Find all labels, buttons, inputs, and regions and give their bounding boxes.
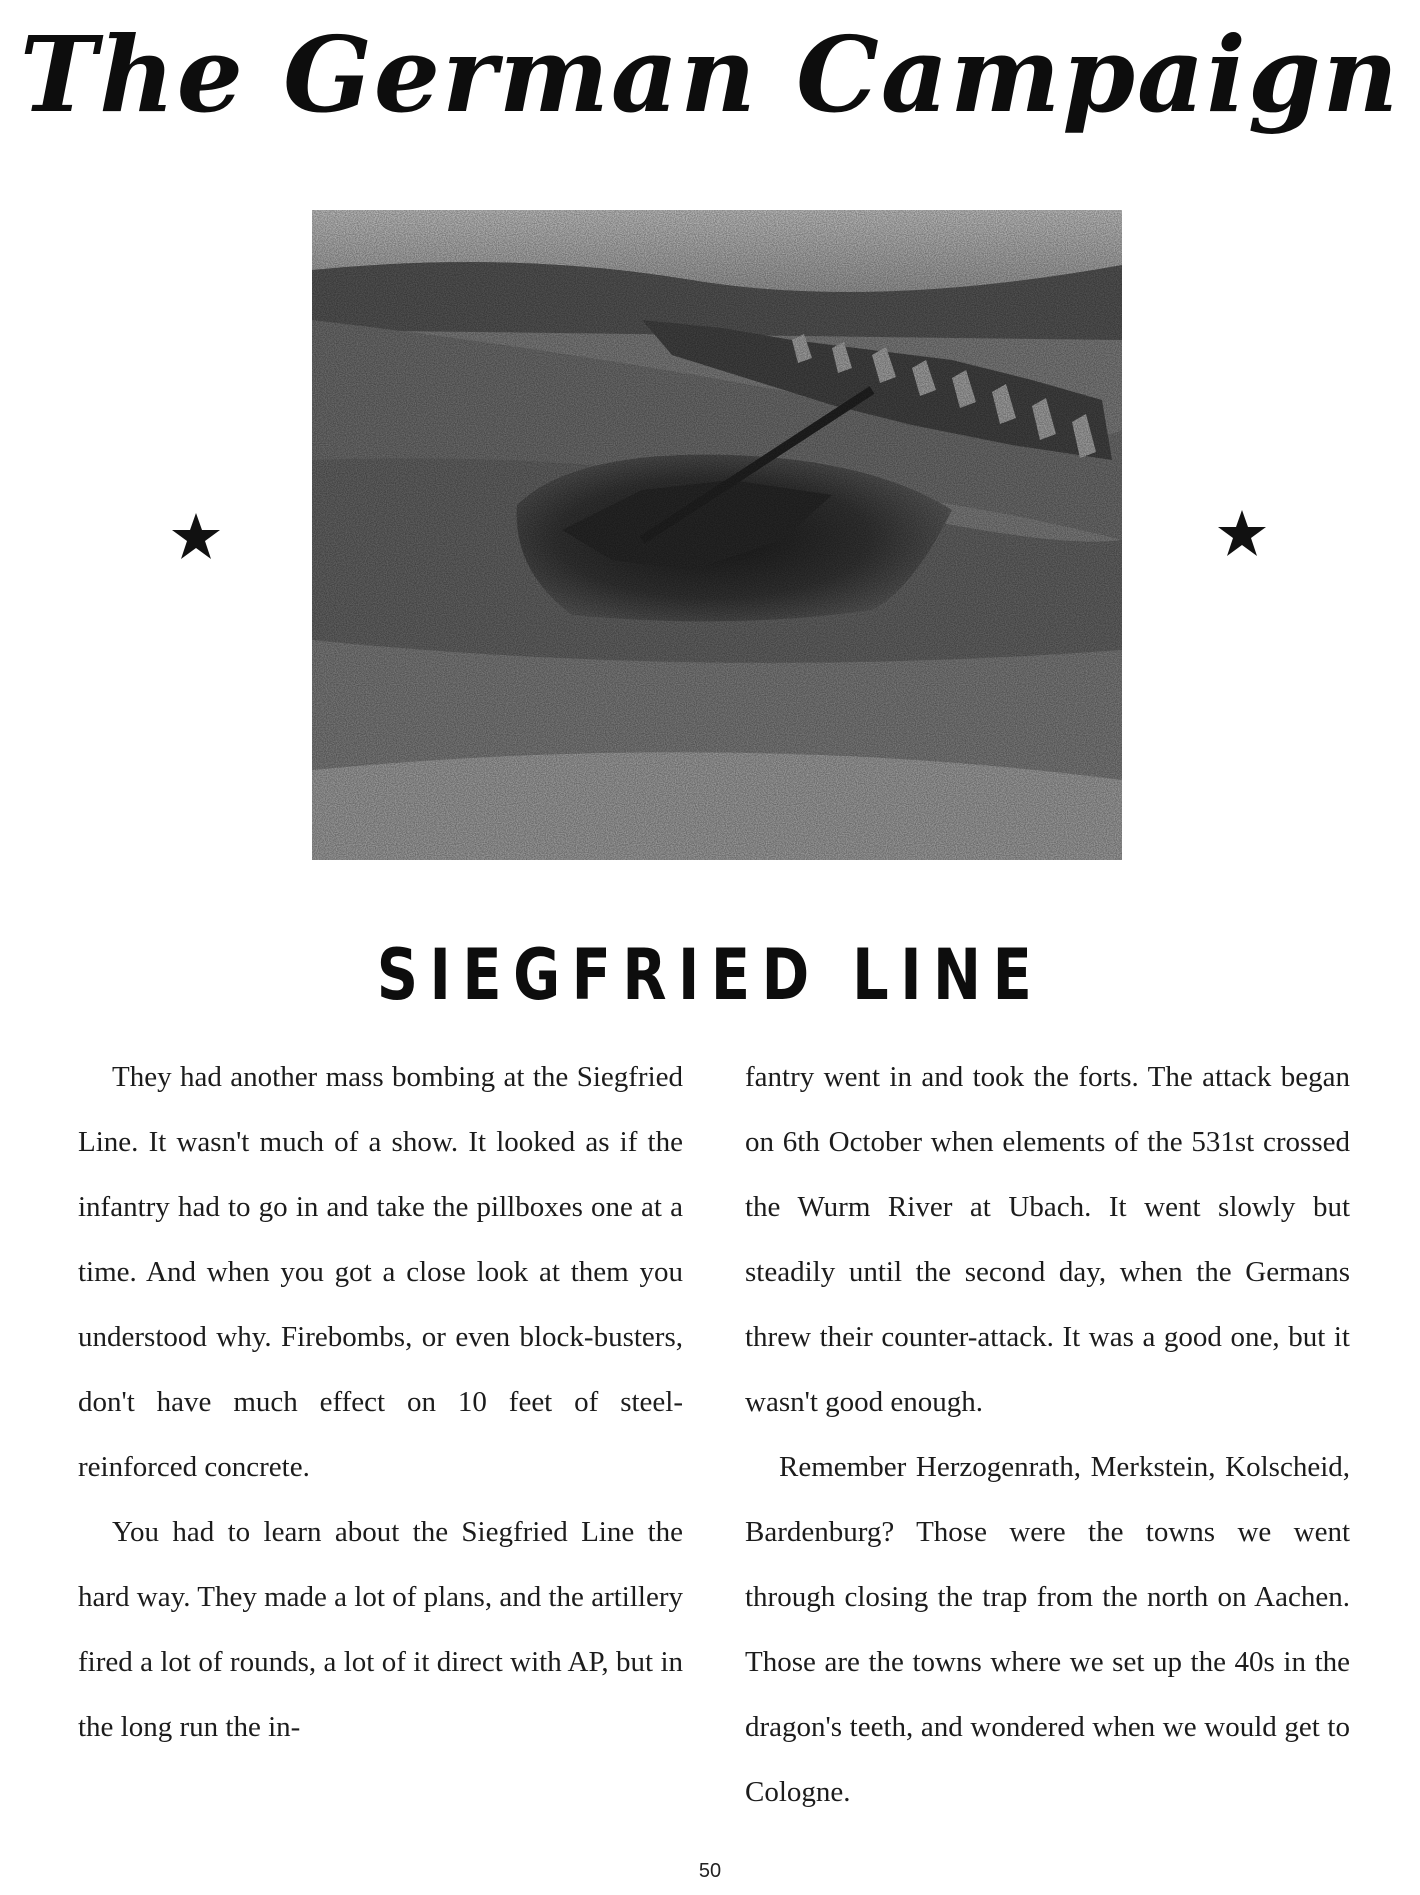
siegfried-line-photo bbox=[312, 210, 1122, 860]
page-title: The German Campaign bbox=[19, 13, 1401, 136]
paragraph: Remember Herzogenrath, Merkstein, Kolscheid, Bardenburg? Those were the towns we went through closing the trap from the north on Aachen. Those are the towns where we set up the 40s in the dragon's teeth, and wondered when we would get to Cologne. bbox=[745, 1451, 1350, 1808]
paragraph: You had to learn about the Siegfried Line the hard way. They made a lot of plans, and the artillery fired a lot of rounds, a lot of it direct with AP, but in the long run the in- bbox=[78, 1516, 683, 1743]
page-number: 50 bbox=[698, 1860, 722, 1882]
photo-image bbox=[312, 210, 1122, 860]
paragraph: They had another mass bombing at the Siegfried Line. It wasn't much of a show. It looked as if the infantry had to go in and take the pillboxes one at a time. And when you got a close look at them you understood why. Firebombs, or even block-busters, don't have much effect on 10 feet of steel-reinforced concrete. bbox=[78, 1061, 683, 1483]
body-column-right bbox=[745, 1045, 1350, 1825]
star-icon bbox=[168, 509, 224, 565]
paragraph: fantry went in and took the forts. The attack began on 6th October when elements of the 531st crossed the Wurm River at Ubach. It went slowly but steadily until the second day, when the Germans threw their counter-attack. It was a good one, but it wasn't good enough. bbox=[745, 1061, 1350, 1418]
section-heading: SIEGFRIED LINE bbox=[376, 934, 1044, 1016]
body-column-left bbox=[78, 1045, 683, 1760]
star-icon bbox=[1214, 506, 1270, 562]
